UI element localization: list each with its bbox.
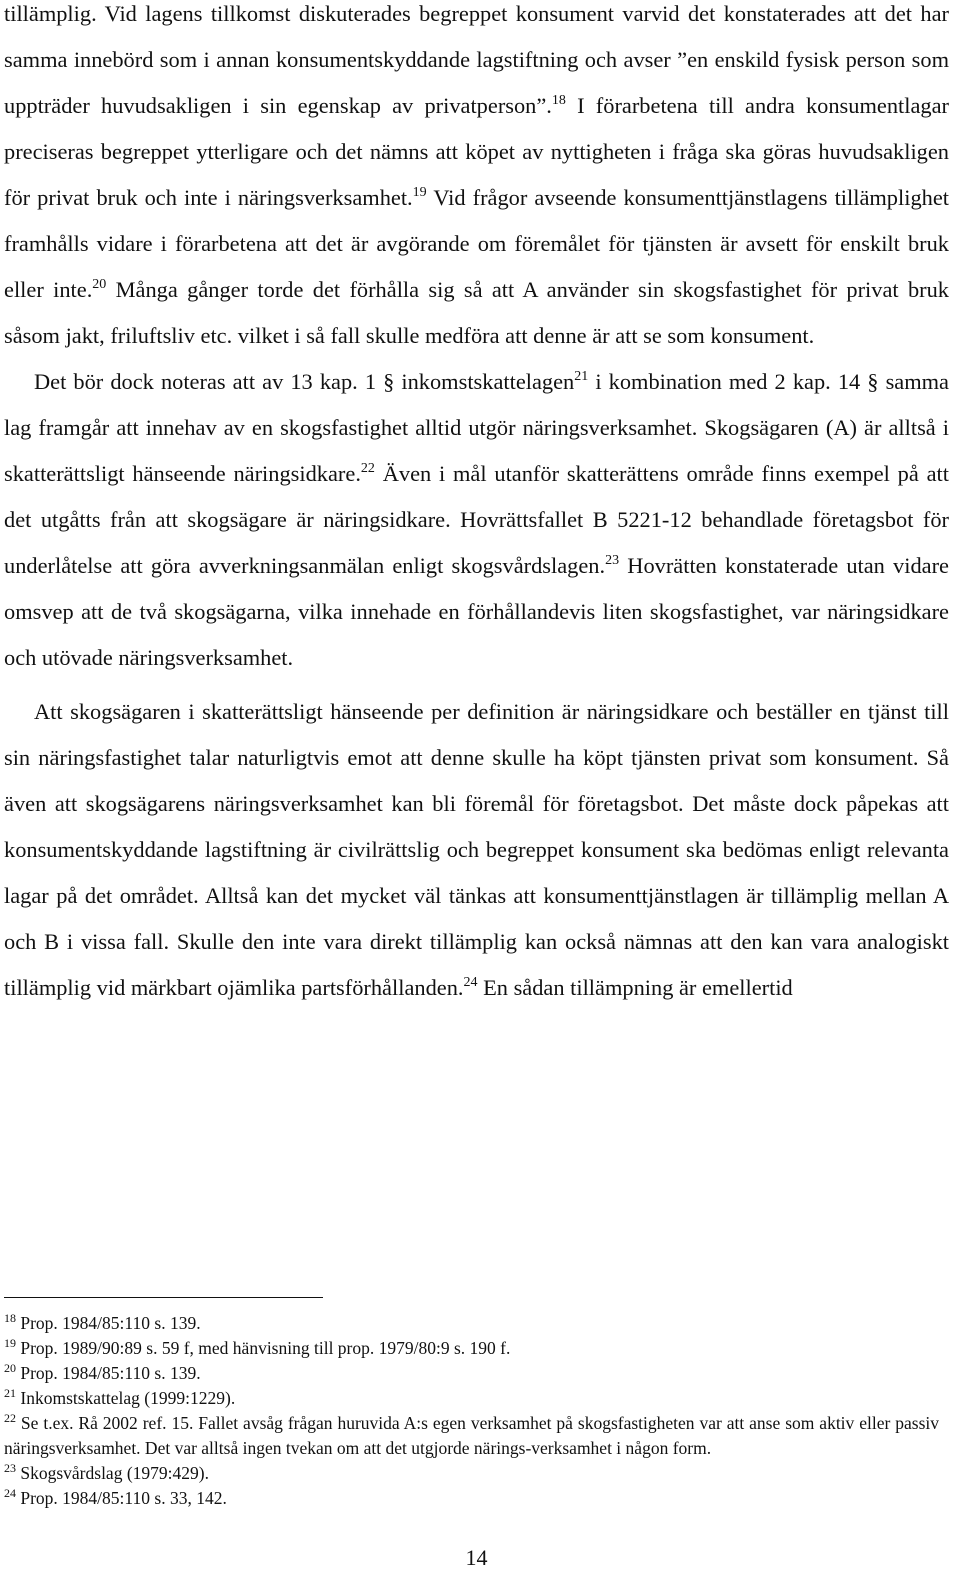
footnote-number: 19	[4, 1336, 16, 1350]
page-number: 14	[465, 1545, 488, 1570]
paragraph-2-text-c: Även i mål utanför skatterättens område finns exempel på att det utgåtts från att skogsägare är näringsidkare. Hovrättsfallet B 5221-12 behandlade företagsbot för underlåtelse att göra avverkningsanmälan enligt skogsvårdslagen.	[4, 461, 949, 578]
paragraph-3	[4, 689, 949, 1011]
footnote-text: Prop. 1989/90:89 s. 59 f, med hänvisning till prop. 1979/80:9 s. 190 f.	[16, 1338, 511, 1358]
paragraph-1-text-a: tillämplig. Vid lagens tillkomst diskuterades begreppet konsument varvid det konstaterades att det har samma innebörd som i annan konsumentskyddande lagstiftning och avser ”en enskild fysisk person som uppträder huvudsakligen i sin egenskap av privatperson”.	[4, 1, 949, 118]
paragraph-2-text-d: Hovrätten konstaterade utan vidare omsvep att de två skogsägarna, vilka innehade en förhållandevis liten skogsfastighet, var näringsidkare och utövade näringsverksamhet.	[4, 553, 949, 670]
paragraph-2-text-a: Det bör dock noteras att av 13 kap. 1 § inkomstskattelagen	[34, 369, 575, 394]
footnote-text: Inkomstskattelag (1999:1229).	[16, 1388, 236, 1408]
footnote-ref-22[interactable]: 22	[360, 461, 375, 476]
footnote-number: 22	[4, 1411, 16, 1425]
footnote-ref-19[interactable]: 19	[412, 185, 427, 200]
footnote-number: 23	[4, 1461, 16, 1475]
paragraph-2-text-b: i kombination med 2 kap. 14 § samma lag framgår att innehav av en skogsfastighet alltid utgör näringsverksamhet. Skogsägaren (A) är alltså i skatterättsligt hänseende näringsidkare.	[4, 369, 949, 486]
footnote-text: Se t.ex. Rå 2002 ref. 15. Fallet avsåg frågan huruvida A:s egen verksamhet på skogsfastigheten var att anse som aktiv eller passiv näringsverksamhet. Det var alltså ingen tvekan om att det utgjorde närings-verksamhet i någon form.	[4, 1413, 939, 1458]
footnote-number: 20	[4, 1361, 16, 1375]
footnote-number: 18	[4, 1311, 16, 1325]
footnote-21	[4, 1386, 939, 1411]
document-page	[4, 0, 949, 1570]
footnote-ref-24[interactable]: 24	[463, 975, 478, 990]
body-text	[4, 0, 949, 1011]
footnote-18	[4, 1311, 939, 1336]
footnote-ref-23[interactable]: 23	[605, 553, 620, 568]
footnote-22	[4, 1411, 939, 1461]
paragraph-1-text-c: Vid frågor avseende konsumenttjänstlagens tillämplighet framhålls vidare i förarbetena att det är avgörande om föremålet för tjänsten är avsett för enskilt bruk eller inte.	[4, 185, 949, 302]
footnote-ref-18[interactable]: 18	[551, 93, 566, 108]
paragraph-2	[4, 359, 949, 681]
footnote-text: Prop. 1984/85:110 s. 139.	[16, 1313, 201, 1333]
footnote-ref-20[interactable]: 20	[92, 277, 107, 292]
footnote-number: 24	[4, 1486, 16, 1500]
footnotes	[4, 1311, 939, 1511]
footnote-text: Prop. 1984/85:110 s. 33, 142.	[16, 1488, 227, 1508]
footnote-text: Skogsvårdslag (1979:429).	[16, 1463, 209, 1483]
paragraph-1-text-d: Många gånger torde det förhålla sig så att A använder sin skogsfastighet för privat bruk såsom jakt, friluftsliv etc. vilket i så fall skulle medföra att denne är att se som konsument.	[4, 277, 949, 348]
footnote-24	[4, 1486, 939, 1511]
paragraph-1-text-b: I förarbetena till andra konsumentlagar preciseras begreppet ytterligare och det nämns att köpet av nyttigheten i fråga ska göras huvudsakligen för privat bruk och inte i näringsverksamhet.	[4, 93, 949, 210]
footnote-19	[4, 1336, 939, 1361]
footnote-ref-21[interactable]: 21	[574, 369, 589, 384]
footnote-text: Prop. 1984/85:110 s. 139.	[16, 1363, 201, 1383]
paragraph-1	[4, 0, 949, 359]
footnote-23	[4, 1461, 939, 1486]
footnote-separator	[4, 1297, 323, 1298]
paragraph-3-text-a: Att skogsägaren i skatterättsligt hänseende per definition är näringsidkare och beställer en tjänst till sin näringsfastighet talar naturligtvis emot att denne skulle ha köpt tjänsten privat som konsument. Så även att skogsägarens näringsverksamhet kan bli föremål för företagsbot. Det måste dock påpekas att konsumentskyddande lagstiftning är civilrättslig och begreppet konsument ska bedömas enligt relevanta lagar på det området. Alltså kan det mycket väl tänkas att konsumenttjänstlagen är tillämplig mellan A och B i vissa fall. Skulle den inte vara direkt tillämplig kan också nämnas att den kan vara analogiskt tillämplig vid märkbart ojämlika partsförhållanden.	[4, 699, 949, 1000]
paragraph-3-text-b: En sådan tillämpning är emellertid	[477, 975, 793, 1000]
footnote-number: 21	[4, 1386, 16, 1400]
footnote-20	[4, 1361, 939, 1386]
